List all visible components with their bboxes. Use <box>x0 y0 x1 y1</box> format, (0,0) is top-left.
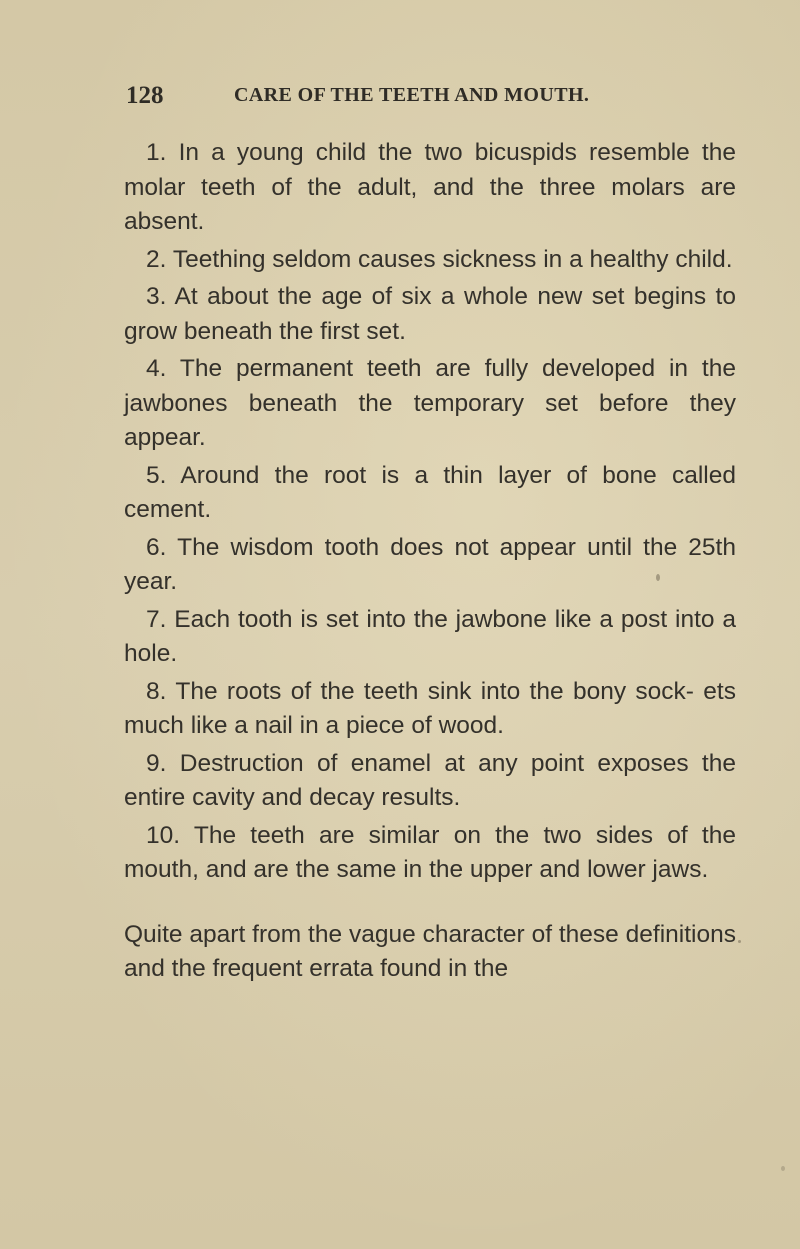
item-text: Destruction of enamel at any point exposes the entire cavity and decay results. <box>124 749 736 811</box>
item-number: 8. <box>146 677 167 705</box>
item-text: Around the root is a thin layer of bone called cement. <box>124 461 736 523</box>
paper-speck <box>738 940 741 943</box>
item-number: 7. <box>146 605 167 633</box>
item-number: 4. <box>146 355 167 382</box>
paper-speck <box>781 1166 785 1171</box>
item-text: At about the age of six a whole new set begins to grow beneath the first set. <box>124 283 736 345</box>
list-item <box>124 747 736 816</box>
item-text: Each tooth is set into the jawbone like a post into a hole. <box>124 605 737 667</box>
item-text: The teeth are similar on the two sides of the mouth, and are the same in the upper and lower jaws. <box>124 821 736 883</box>
list-item <box>124 280 736 349</box>
item-text: In a young child the two bicuspids resemble the molar teeth of the adult, and the three molars are absent. <box>124 139 736 235</box>
list-item <box>124 136 736 240</box>
item-number: 9. <box>146 749 167 777</box>
list-item <box>124 352 736 456</box>
list-item <box>124 675 736 744</box>
list-item <box>124 459 736 528</box>
item-number: 6. <box>146 533 167 561</box>
list-item <box>124 819 736 888</box>
page-header <box>126 82 646 116</box>
page-number: 128 <box>126 82 164 109</box>
body-text <box>124 136 736 1011</box>
item-number: 1. <box>146 139 167 166</box>
item-text: The permanent teeth are fully developed in the jawbones beneath the temporary set before they appear. <box>124 355 736 451</box>
closing-paragraph: Quite apart from the vague character of these definitions and the frequent errata found in the <box>124 920 736 982</box>
list-item <box>124 531 736 600</box>
paper-speck <box>656 574 660 581</box>
list-item <box>124 243 736 278</box>
item-number: 3. <box>146 283 167 310</box>
item-text: The roots of the teeth sink into the bony sock- ets much like a nail in a piece of wood. <box>124 677 736 739</box>
item-text: Teething seldom causes sickness in a healthy child. <box>172 245 733 273</box>
item-number: 2. <box>146 245 167 273</box>
item-number: 10. <box>146 821 181 849</box>
list-item <box>124 603 736 672</box>
item-text: The wisdom tooth does not appear until the 25th year. <box>124 533 736 595</box>
running-head: CARE OF THE TEETH AND MOUTH. <box>234 84 590 106</box>
item-number: 5. <box>146 461 167 489</box>
